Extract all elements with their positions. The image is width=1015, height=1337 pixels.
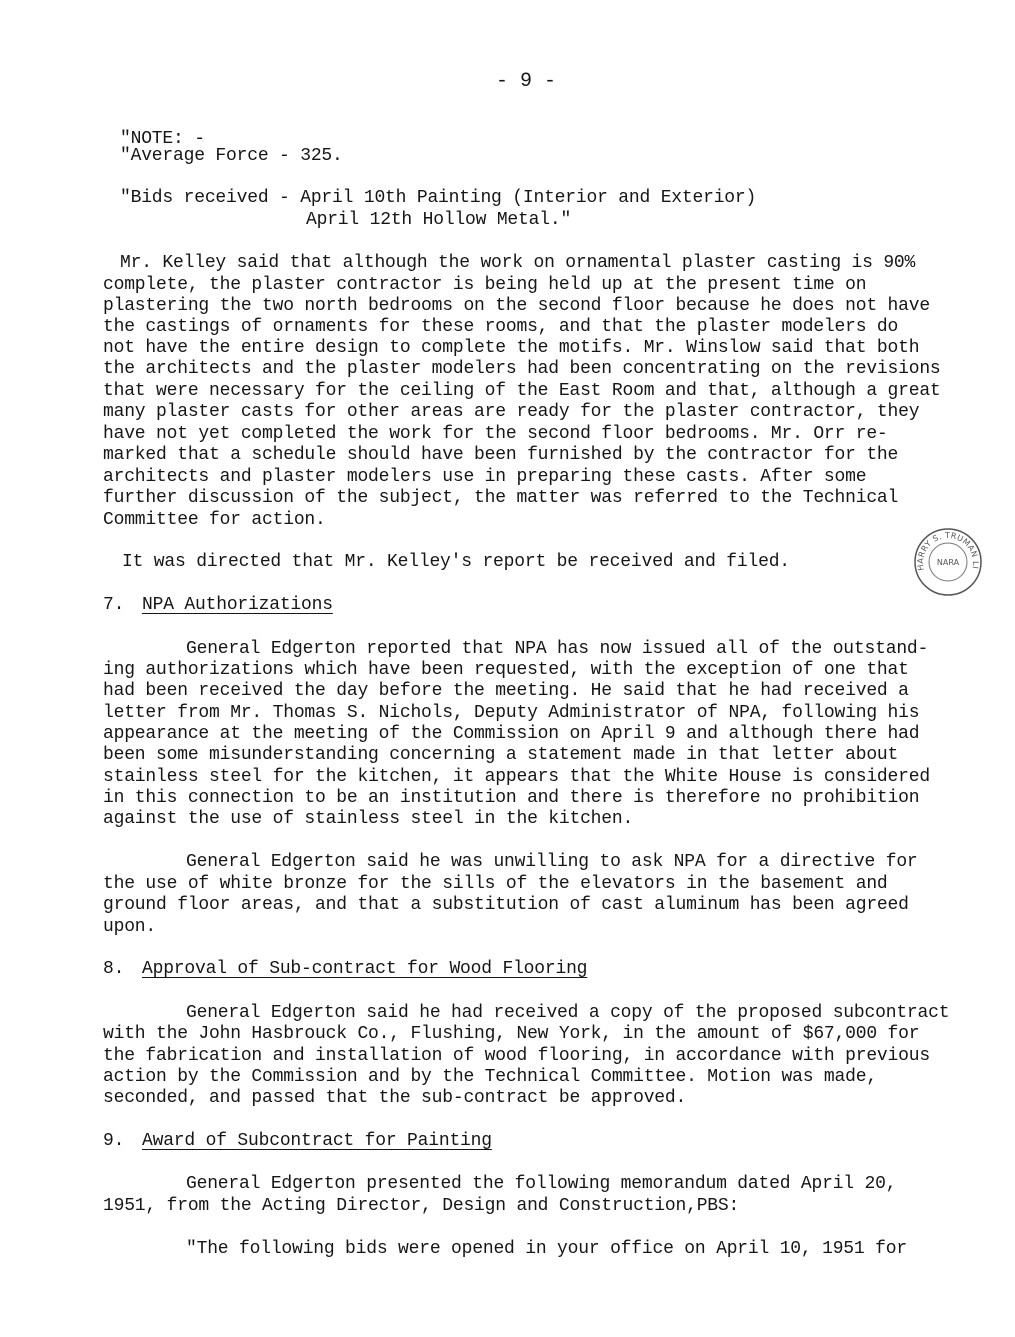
section-7-paragraph-line: in this connection to be an institution and there is therefore no prohibition	[103, 788, 920, 808]
section-7-paragraph-line: the use of white bronze for the sills of the elevators in the basement and	[103, 874, 888, 894]
section-9-paragraph-line: 1951, from the Acting Director, Design and Construction,PBS:	[103, 1196, 740, 1216]
bids-line-2: April 12th Hollow Metal."	[306, 210, 572, 230]
stamp-center-text: NARA	[936, 558, 960, 567]
average-force-line: "Average Force - 325.	[120, 146, 343, 166]
section-7-heading: NPA Authorizations	[142, 595, 333, 615]
note-header: "NOTE: -	[120, 129, 205, 149]
section-7-paragraph-line: ing authorizations which have been requested, with the exception of one that	[103, 660, 909, 680]
memorandum-quote-line: "The following bids were opened in your office on April 10, 1951 for	[186, 1239, 907, 1259]
section-8-number: 8.	[103, 959, 125, 979]
section-7-paragraph-line: upon.	[103, 917, 157, 937]
section-8-paragraph-line: with the John Hasbrouck Co., Flushing, New York, in the amount of $67,000 for	[103, 1024, 920, 1044]
section-7-paragraph-line: appearance at the meeting of the Commission on April 9 and although there had	[103, 724, 920, 744]
stamp-arc-text: HARRY S. TRUMAN LI	[915, 530, 981, 572]
kelley-paragraph-line: Mr. Kelley said that although the work on ornamental plaster casting is 90%	[120, 253, 916, 273]
section-7-number: 7.	[103, 595, 125, 615]
section-8-paragraph-line: action by the Commission and by the Technical Committee. Motion was made,	[103, 1067, 877, 1087]
section-7-paragraph-line: ground floor areas, and that a substitution of cast aluminum has been agreed	[103, 895, 909, 915]
section-7-paragraph-line: General Edgerton said he was unwilling to ask NPA for a directive for	[186, 852, 918, 872]
kelley-paragraph-line: architects and plaster modelers use in preparing these casts. After some	[103, 467, 867, 487]
section-9-paragraph-line: General Edgerton presented the following memorandum dated April 20,	[186, 1174, 897, 1194]
section-9-heading: Award of Subcontract for Painting	[142, 1131, 492, 1151]
kelley-paragraph-line: complete, the plaster contractor is being held up at the present time on	[103, 275, 867, 295]
filed-line: It was directed that Mr. Kelley's report be received and filed.	[122, 552, 790, 572]
section-7-paragraph-line: stainless steel for the kitchen, it appears that the White House is considered	[103, 767, 930, 787]
section-7-paragraph-line: been some misunderstanding concerning a statement made in that letter about	[103, 745, 899, 765]
kelley-paragraph-line: further discussion of the subject, the matter was referred to the Technical	[103, 488, 899, 508]
section-8-heading: Approval of Sub-contract for Wood Flooring	[142, 959, 588, 979]
section-7-paragraph-line: General Edgerton reported that NPA has now issued all of the outstand-	[186, 639, 929, 659]
page-number: - 9 -	[496, 70, 557, 93]
kelley-paragraph-line: not have the entire design to complete the motifs. Mr. Winslow said that both	[103, 338, 920, 358]
section-7-paragraph-line: letter from Mr. Thomas S. Nichols, Deputy Administrator of NPA, following his	[103, 703, 920, 723]
section-9-number: 9.	[103, 1131, 125, 1151]
section-8-paragraph-line: seconded, and passed that the sub-contract be approved.	[103, 1088, 687, 1108]
section-8-paragraph-line: General Edgerton said he had received a copy of the proposed subcontract	[186, 1003, 950, 1023]
kelley-paragraph-line: plastering the two north bedrooms on the second floor because he does not have	[103, 296, 930, 316]
kelley-paragraph-line: the architects and the plaster modelers had been concentrating on the revisions	[103, 359, 941, 379]
kelley-paragraph-line: marked that a schedule should have been furnished by the contractor for the	[103, 445, 899, 465]
kelley-paragraph-line: the castings of ornaments for these rooms, and that the plaster modelers do	[103, 317, 899, 337]
kelley-paragraph-line: have not yet completed the work for the second floor bedrooms. Mr. Orr re-	[103, 424, 888, 444]
section-7-paragraph-line: had been received the day before the meeting. He said that he had received a	[103, 681, 909, 701]
truman-library-stamp	[912, 526, 984, 598]
section-8-paragraph-line: the fabrication and installation of wood flooring, in accordance with previous	[103, 1046, 930, 1066]
bids-line-1: "Bids received - April 10th Painting (Interior and Exterior)	[120, 188, 757, 208]
kelley-paragraph-line: many plaster casts for other areas are ready for the plaster contractor, they	[103, 402, 920, 422]
kelley-paragraph-line: Committee for action.	[103, 510, 326, 530]
kelley-paragraph-line: that were necessary for the ceiling of the East Room and that, although a great	[103, 381, 941, 401]
section-7-paragraph-line: against the use of stainless steel in the kitchen.	[103, 809, 634, 829]
